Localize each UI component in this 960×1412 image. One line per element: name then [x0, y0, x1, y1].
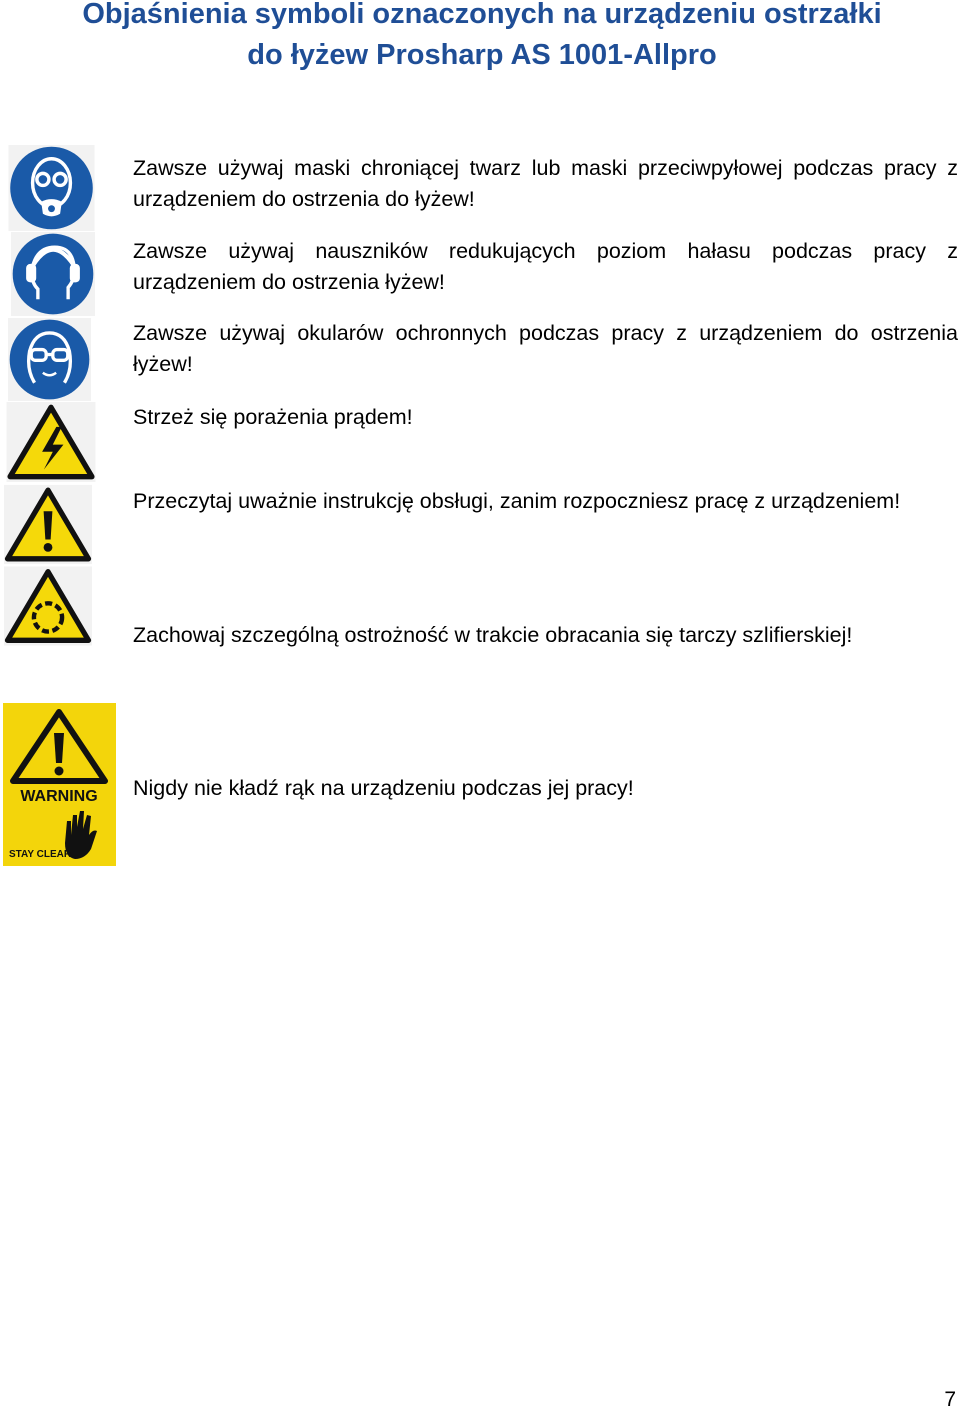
sign-description: Zachowaj szczególną ostrożność w trakcie obracania się tarczy szlifierskiej!: [133, 623, 853, 647]
ear-protection-icon: [9, 232, 97, 316]
sign-description: Zawsze używaj nauszników redukujących poziom hałasu podczas pracy z urządzeniem do ostrzenia łyżew!: [133, 239, 958, 294]
page-number: 7: [944, 1388, 956, 1411]
sign-description: Zawsze używaj maski chroniącej twarz lub maski przeciwpyłowej podczas pracy z urządzeniem do ostrzenia do łyżew!: [133, 156, 958, 211]
svg-text:WARNING: WARNING: [20, 788, 98, 805]
face-mask-icon: [6, 145, 97, 231]
svg-text:STAY CLEAR: STAY CLEAR: [9, 849, 72, 860]
safety-glasses-icon: [6, 318, 93, 401]
electric-shock-icon: [6, 402, 96, 482]
sign-description: Zawsze używaj okularów ochronnych podczas pracy z urządzeniem do ostrzenia łyżew!: [133, 321, 958, 376]
page-title-line-1: Objaśnienia symboli oznaczonych na urządzeniu ostrzałki: [82, 0, 882, 30]
sign-description: Przeczytaj uważnie instrukcję obsługi, zanim rozpoczniesz pracę z urządzeniem!: [133, 489, 901, 513]
warning-stay-clear-icon: [3, 703, 116, 866]
rotating-disc-icon: [4, 566, 92, 646]
page-title-line-2: do łyżew Prosharp AS 1001-Allpro: [247, 39, 717, 71]
sign-description: Strzeż się porażenia prądem!: [133, 405, 413, 429]
sign-description: Nigdy nie kładź rąk na urządzeniu podczas jej pracy!: [133, 776, 634, 800]
general-warning-icon: [4, 484, 92, 565]
page-title: [0, 0, 960, 76]
